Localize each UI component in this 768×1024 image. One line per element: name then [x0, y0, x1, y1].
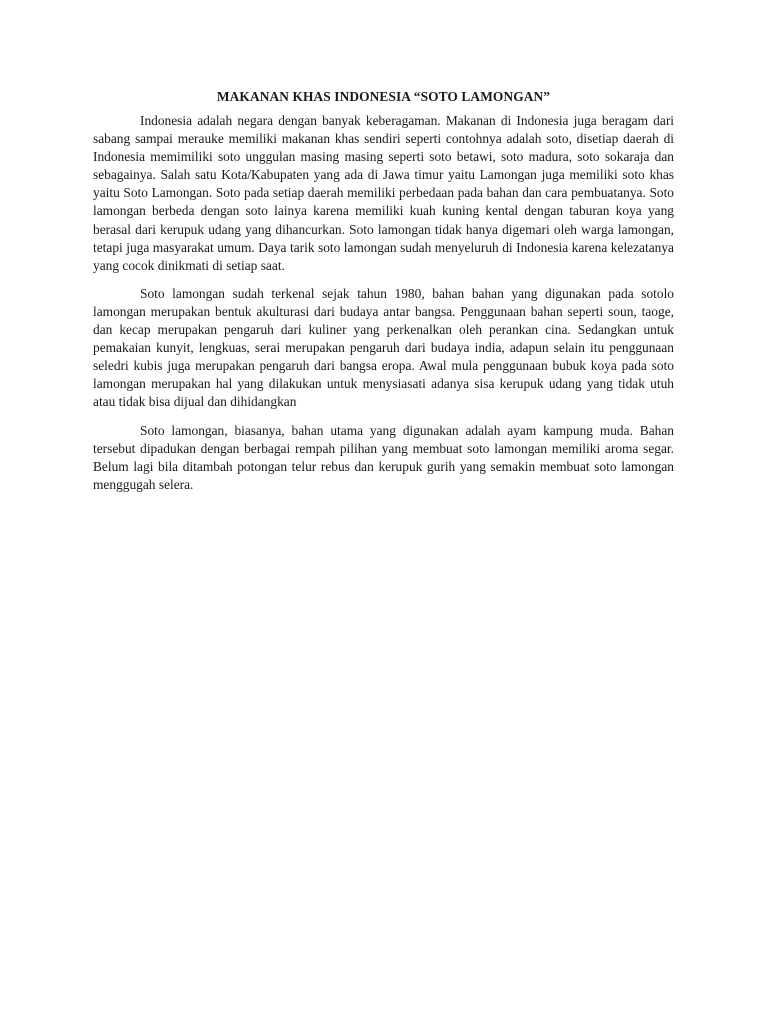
document-page	[93, 88, 674, 504]
paragraph-intro: Indonesia adalah negara dengan banyak keberagaman. Makanan di Indonesia juga beragam dari sabang sampai merauke memiliki makanan khas sendiri seperti contohnya adalah soto, disetiap daerah di Indonesia memimiliki soto unggulan masing masing seperti soto betawi, soto madura, soto sokaraja dan sebagainya. Salah satu Kota/Kabupaten yang ada di Jawa timur yaitu Lamongan juga memiliki soto khas yaitu Soto Lamongan. Soto pada setiap daerah memiliki perbedaan pada bahan dan cara pembuatanya. Soto lamongan berbeda dengan soto lainya karena memiliki kuah kuning kental dengan taburan koya yang berasal dari kerupuk udang yang dihancurkan. Soto lamongan tidak hanya digemari oleh warga lamongan, tetapi juga masyarakat umum. Daya tarik soto lamongan sudah menyeluruh di Indonesia karena kelezatanya yang cocok dinikmati di setiap saat.	[93, 113, 674, 273]
paragraph-history: Soto lamongan sudah terkenal sejak tahun 1980, bahan bahan yang digunakan pada sotolo lamongan merupakan bentuk akulturasi dari budaya antar bangsa. Penggunaan bahan seperti soun, taoge, dan kecap merupakan pengaruh dari kuliner yang perkenalkan oleh perankan cina. Sedangkan untuk pemakaian kunyit, lengkuas, serai merupakan pengaruh dari budaya india, adapun selain itu penggunaan seledri kubis juga merupakan pengaruh dari bangsa eropa. Awal mula penggunaan bubuk koya pada soto lamongan merupakan hal yang dilakukan untuk menysiasati adanya sisa kerupuk udang yang tidak utuh atau tidak bisa dijual dan dihidangkan	[93, 285, 674, 410]
document-title: MAKANAN KHAS INDONESIA “SOTO LAMONGAN”	[216, 89, 551, 104]
paragraph-ingredients: Soto lamongan, biasanya, bahan utama yang digunakan adalah ayam kampung muda. Bahan tersebut dipadukan dengan berbagai rempah pilihan yang membuat soto lamongan memiliki aroma segar. Belum lagi bila ditambah potongan telur rebus dan kerupuk gurih yang semakin membuat soto lamongan menggugah selera.	[93, 422, 674, 492]
